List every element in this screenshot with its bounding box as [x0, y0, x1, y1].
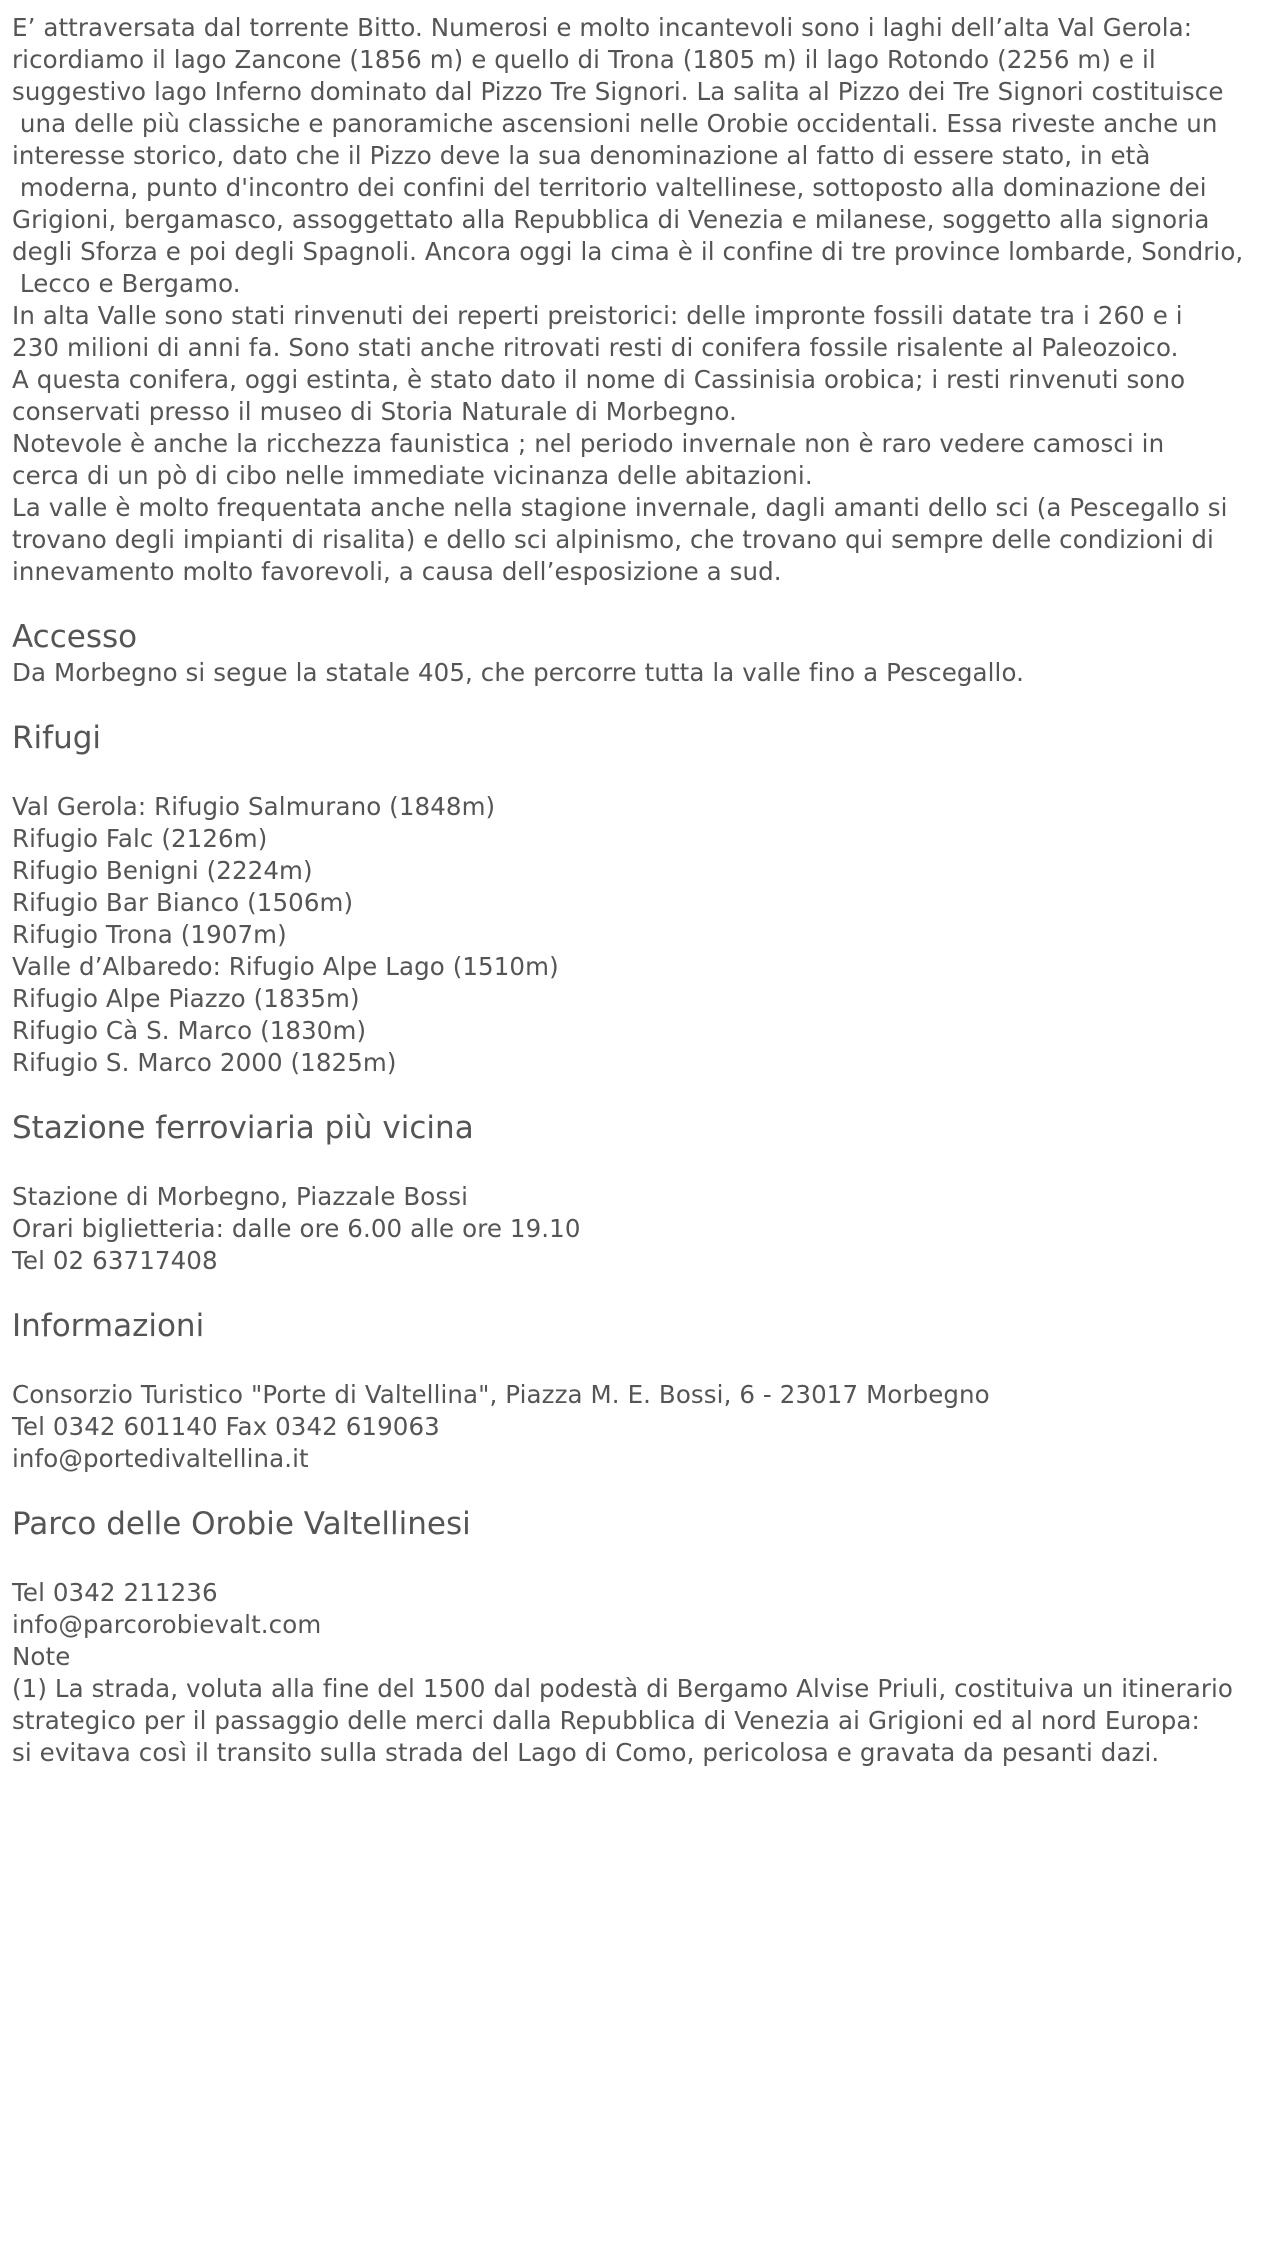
email-text: info@parcorobievalt.com [12, 1610, 322, 1639]
note-text: (1) La strada, voluta alla fine del 1500 dal podestà di Bergamo Alvise Priuli, costituiva un itinerario [12, 1674, 1233, 1703]
list-item: Rifugio Bar Bianco (1506m) [12, 888, 354, 917]
text-line: Orari biglietteria: dalle ore 6.00 alle ore 19.10 [12, 1214, 581, 1243]
list-item: Rifugio Alpe Piazzo (1835m) [12, 984, 360, 1013]
text-line: Lecco e Bergamo. [12, 269, 241, 298]
section-rifugi [12, 718, 1264, 1079]
text-line: Da Morbegno si segue la statale 405, che percorre tutta la valle fino a Pescegallo. [12, 658, 1025, 687]
list-item: Val Gerola: Rifugio Salmurano (1848m) [12, 792, 496, 821]
section-accesso [12, 617, 1264, 689]
list-item: Rifugio Trona (1907m) [12, 920, 287, 949]
text-line: Stazione di Morbegno, Piazzale Bossi [12, 1182, 469, 1211]
text-line: In alta Valle sono stati rinvenuti dei reperti preistorici: delle impronte fossili datate tra i 260 e i [12, 301, 1183, 330]
text-line: E’ attraversata dal torrente Bitto. Numerosi e molto incantevoli sono i laghi dell’alta Val Gerola: [12, 13, 1193, 42]
note-text: si evitava così il transito sulla strada del Lago di Como, pericolosa e gravata da pesanti dazi. [12, 1738, 1160, 1767]
text-line: 230 milioni di anni fa. Sono stati anche ritrovati resti di conifera fossile risalente al Paleozoico. [12, 333, 1179, 362]
text-line: trovano degli impianti di risalita) e dello sci alpinismo, che trovano qui sempre delle condizioni di [12, 525, 1214, 554]
text-line: moderna, punto d'incontro dei confini del territorio valtellinese, sottoposto alla dominazione dei [12, 173, 1207, 202]
text-line: Notevole è anche la ricchezza faunistica ; nel periodo invernale non è raro vedere camosci in [12, 429, 1165, 458]
text-line: ricordiamo il lago Zancone (1856 m) e quello di Trona (1805 m) il lago Rotondo (2256 m) e il [12, 45, 1156, 74]
text-line: La valle è molto frequentata anche nella stagione invernale, dagli amanti dello sci (a Pescegallo si [12, 493, 1228, 522]
note-text: strategico per il passaggio delle merci dalla Repubblica di Venezia ai Grigioni ed al nord Europa: [12, 1706, 1200, 1735]
list-item: Valle d’Albaredo: Rifugio Alpe Lago (1510m) [12, 952, 559, 981]
list-item: Rifugio S. Marco 2000 (1825m) [12, 1048, 397, 1077]
section-heading: Rifugi [12, 720, 102, 756]
phone-number: Tel 0342 601140 Fax 0342 619063 [12, 1412, 440, 1441]
section-informazioni [12, 1306, 1264, 1475]
section-stazione [12, 1108, 1264, 1277]
text-line: A questa conifera, oggi estinta, è stato dato il nome di Cassinisia orobica; i resti rinvenuti sono [12, 365, 1186, 394]
list-item: Rifugio Falc (2126m) [12, 824, 268, 853]
phone-number: Tel 0342 211236 [12, 1578, 218, 1607]
list-item: Rifugio Cà S. Marco (1830m) [12, 1016, 367, 1045]
text-line: innevamento molto favorevoli, a causa dell’esposizione a sud. [12, 557, 782, 586]
email-text: info@portedivaltellina.it [12, 1444, 309, 1473]
text-line: cerca di un pò di cibo nelle immediate vicinanza delle abitazioni. [12, 461, 813, 490]
intro-paragraph [12, 12, 1264, 588]
text-line: interesse storico, dato che il Pizzo deve la sua denominazione al fatto di essere stato, in età [12, 141, 1151, 170]
list-item: Rifugio Benigni (2224m) [12, 856, 313, 885]
text-line: degli Sforza e poi degli Spagnoli. Ancora oggi la cima è il confine di tre province lombarde, Sondrio, [12, 237, 1244, 266]
text-line: suggestivo lago Inferno dominato dal Pizzo Tre Signori. La salita al Pizzo dei Tre Signori costituisce [12, 77, 1224, 106]
section-heading: Accesso [12, 619, 138, 655]
note-label: Note [12, 1642, 71, 1671]
section-heading: Parco delle Orobie Valtellinesi [12, 1506, 471, 1542]
text-line: una delle più classiche e panoramiche ascensioni nelle Orobie occidentali. Essa riveste anche un [12, 109, 1218, 138]
text-line: Grigioni, bergamasco, assoggettato alla Repubblica di Venezia e milanese, soggetto alla signoria [12, 205, 1210, 234]
text-line: Consorzio Turistico "Porte di Valtellina", Piazza M. E. Bossi, 6 - 23017 Morbegno [12, 1380, 990, 1409]
section-heading: Informazioni [12, 1308, 205, 1344]
section-parco [12, 1504, 1264, 1769]
section-heading: Stazione ferroviaria più vicina [12, 1110, 474, 1146]
text-line: conservati presso il museo di Storia Naturale di Morbegno. [12, 397, 737, 426]
phone-number: Tel 02 63717408 [12, 1246, 218, 1275]
